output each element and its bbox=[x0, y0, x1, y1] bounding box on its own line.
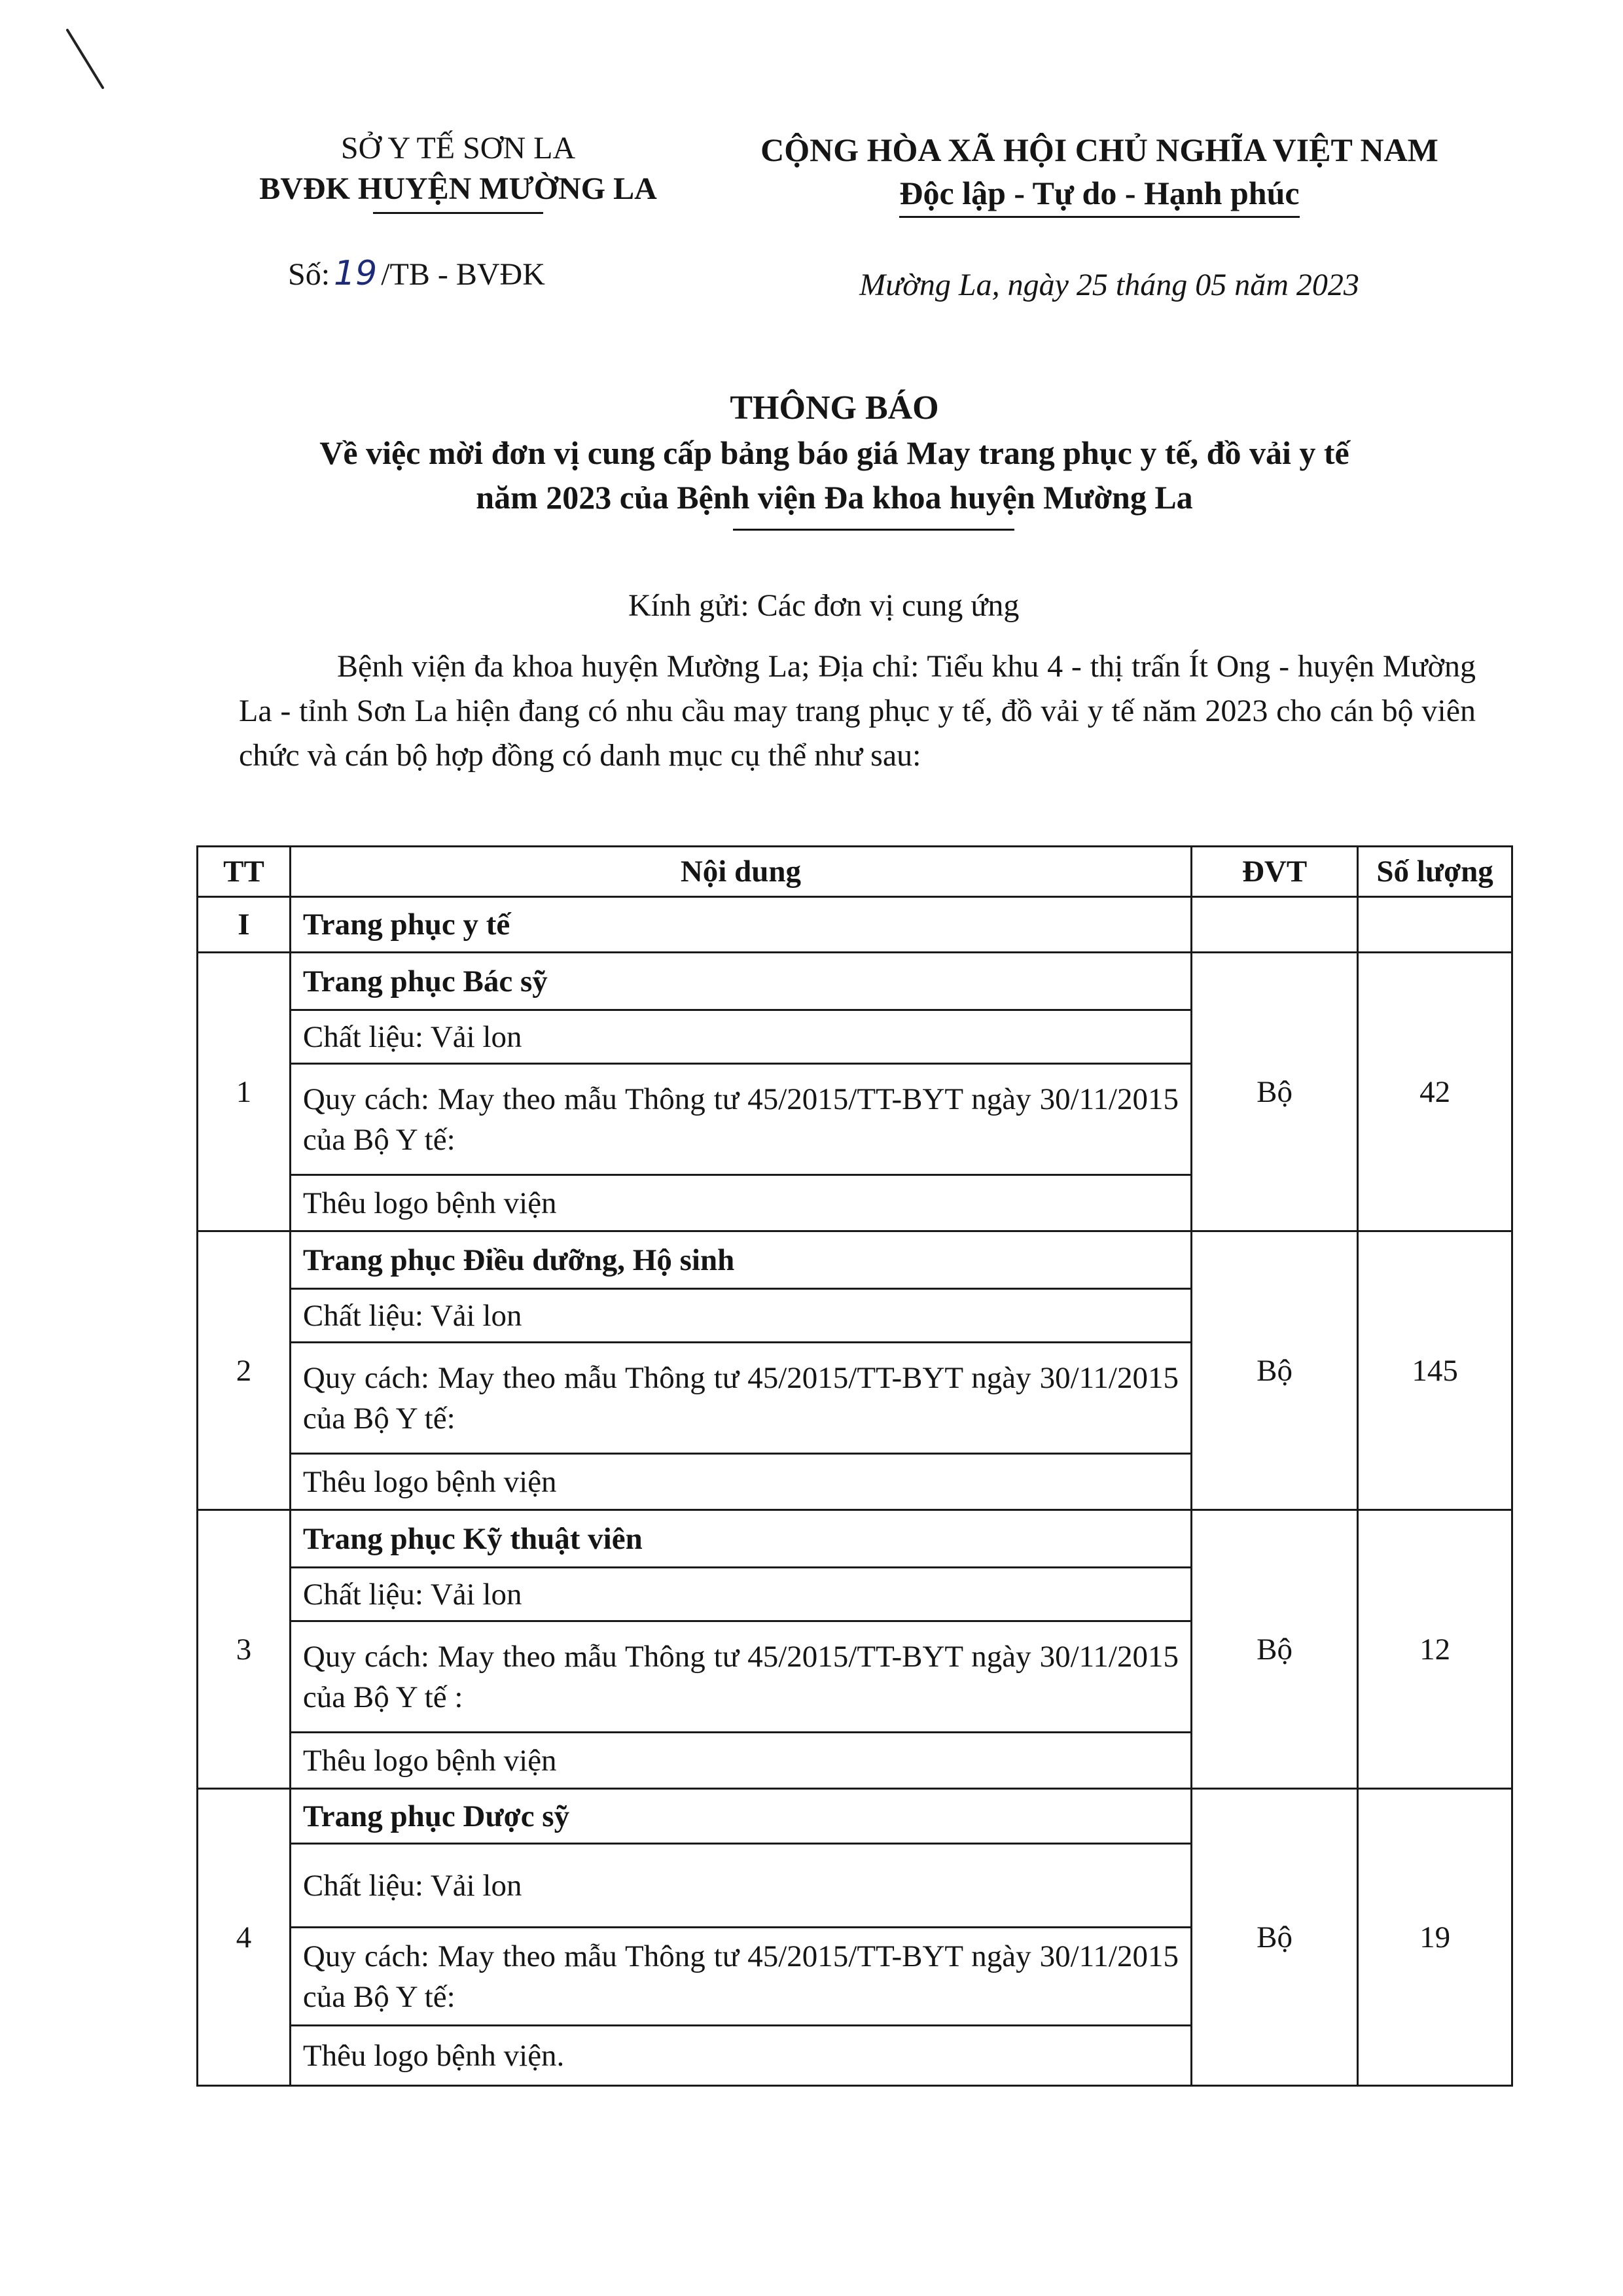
item-number: 2 bbox=[198, 1231, 291, 1510]
document-number bbox=[288, 254, 545, 293]
item-material: Chất liệu: Vải lon bbox=[290, 1010, 1191, 1064]
section-qty-empty bbox=[1358, 897, 1512, 953]
place-date: Mường La, ngày 25 tháng 05 năm 2023 bbox=[859, 268, 1359, 302]
item-unit: Bộ bbox=[1191, 953, 1357, 1231]
department-name: SỞ Y TẾ SƠN LA bbox=[340, 131, 576, 166]
section-title: Trang phục y tế bbox=[290, 897, 1191, 953]
item-title: Trang phục Điều dưỡng, Hộ sinh bbox=[290, 1231, 1191, 1289]
item-spec: Quy cách: May theo mẫu Thông tư 45/2015/TT-BYT ngày 30/11/2015 của Bộ Y tế: bbox=[290, 1343, 1191, 1454]
item-quantity: 145 bbox=[1358, 1231, 1512, 1510]
item-quantity: 19 bbox=[1358, 1789, 1512, 2086]
header-content: Nội dung bbox=[290, 847, 1191, 897]
item-logo: Thêu logo bệnh viện bbox=[290, 1454, 1191, 1510]
table-row bbox=[198, 1231, 1512, 1289]
section-number: I bbox=[198, 897, 291, 953]
section-row bbox=[198, 897, 1512, 953]
title-line-1: Về việc mời đơn vị cung cấp bảng báo giá May trang phục y tế, đồ vải y tế bbox=[319, 434, 1349, 471]
item-logo: Thêu logo bệnh viện. bbox=[290, 2026, 1191, 2086]
item-unit: Bộ bbox=[1191, 1789, 1357, 2086]
item-title: Trang phục Bác sỹ bbox=[290, 953, 1191, 1010]
hospital-name: BVĐK HUYỆN MƯỜNG LA bbox=[259, 171, 657, 206]
table-row bbox=[198, 953, 1512, 1010]
item-title: Trang phục Kỹ thuật viên bbox=[290, 1510, 1191, 1568]
item-unit: Bộ bbox=[1191, 1510, 1357, 1789]
title-line-2: năm 2023 của Bệnh viện Đa khoa huyện Mường La bbox=[476, 479, 1193, 516]
item-material: Chất liệu: Vải lon bbox=[290, 1568, 1191, 1621]
nation-name: CỘNG HÒA XÃ HỘI CHỦ NGHĨA VIỆT NAM bbox=[760, 132, 1438, 168]
item-title: Trang phục Dược sỹ bbox=[290, 1789, 1191, 1844]
title-heading: THÔNG BÁO bbox=[730, 389, 939, 427]
header-unit: ĐVT bbox=[1191, 847, 1357, 897]
item-spec: Quy cách: May theo mẫu Thông tư 45/2015/TT-BYT ngày 30/11/2015 của Bộ Y tế: bbox=[290, 1064, 1191, 1175]
doc-number-handwritten: 19 bbox=[334, 254, 378, 293]
item-spec: Quy cách: May theo mẫu Thông tư 45/2015/TT-BYT ngày 30/11/2015 của Bộ Y tế : bbox=[290, 1621, 1191, 1733]
title-underline bbox=[733, 529, 1014, 531]
item-number: 3 bbox=[198, 1510, 291, 1789]
doc-number-suffix: /TB - BVĐK bbox=[381, 257, 545, 292]
section-unit-empty bbox=[1191, 897, 1357, 953]
item-material: Chất liệu: Vải lon bbox=[290, 1844, 1191, 1928]
item-spec: Quy cách: May theo mẫu Thông tư 45/2015/TT-BYT ngày 30/11/2015 của Bộ Y tế: bbox=[290, 1928, 1191, 2026]
table-header-row bbox=[198, 847, 1512, 897]
item-number: 4 bbox=[198, 1789, 291, 2086]
national-header bbox=[713, 128, 1486, 218]
item-quantity: 42 bbox=[1358, 953, 1512, 1231]
document-title bbox=[196, 386, 1472, 520]
issuer-block bbox=[209, 128, 707, 214]
salutation: Kính gửi: Các đơn vị cung ứng bbox=[628, 588, 1020, 623]
header-tt: TT bbox=[198, 847, 291, 897]
item-logo: Thêu logo bệnh viện bbox=[290, 1733, 1191, 1789]
item-logo: Thêu logo bệnh viện bbox=[290, 1175, 1191, 1231]
header-quantity: Số lượng bbox=[1358, 847, 1512, 897]
table-row bbox=[198, 1789, 1512, 1844]
table-row bbox=[198, 1510, 1512, 1568]
issuer-underline bbox=[373, 212, 543, 214]
item-unit: Bộ bbox=[1191, 1231, 1357, 1510]
pen-stroke-mark bbox=[62, 26, 108, 92]
intro-paragraph: Bệnh viện đa khoa huyện Mường La; Địa chỉ: Tiểu khu 4 - thị trấn Ít Ong - huyện Mường La - tỉnh Sơn La hiện đang có nhu cầu may trang phục y tế, đồ vải y tế năm 2023 cho cán bộ viên chức và cán bộ hợp đồng có danh mục cụ thể như sau: bbox=[239, 649, 1476, 773]
item-material: Chất liệu: Vải lon bbox=[290, 1289, 1191, 1343]
item-number: 1 bbox=[198, 953, 291, 1231]
item-quantity: 12 bbox=[1358, 1510, 1512, 1789]
items-table bbox=[196, 845, 1513, 2087]
doc-number-prefix: Số: bbox=[288, 257, 330, 292]
national-motto: Độc lập - Tự do - Hạnh phúc bbox=[899, 171, 1299, 218]
